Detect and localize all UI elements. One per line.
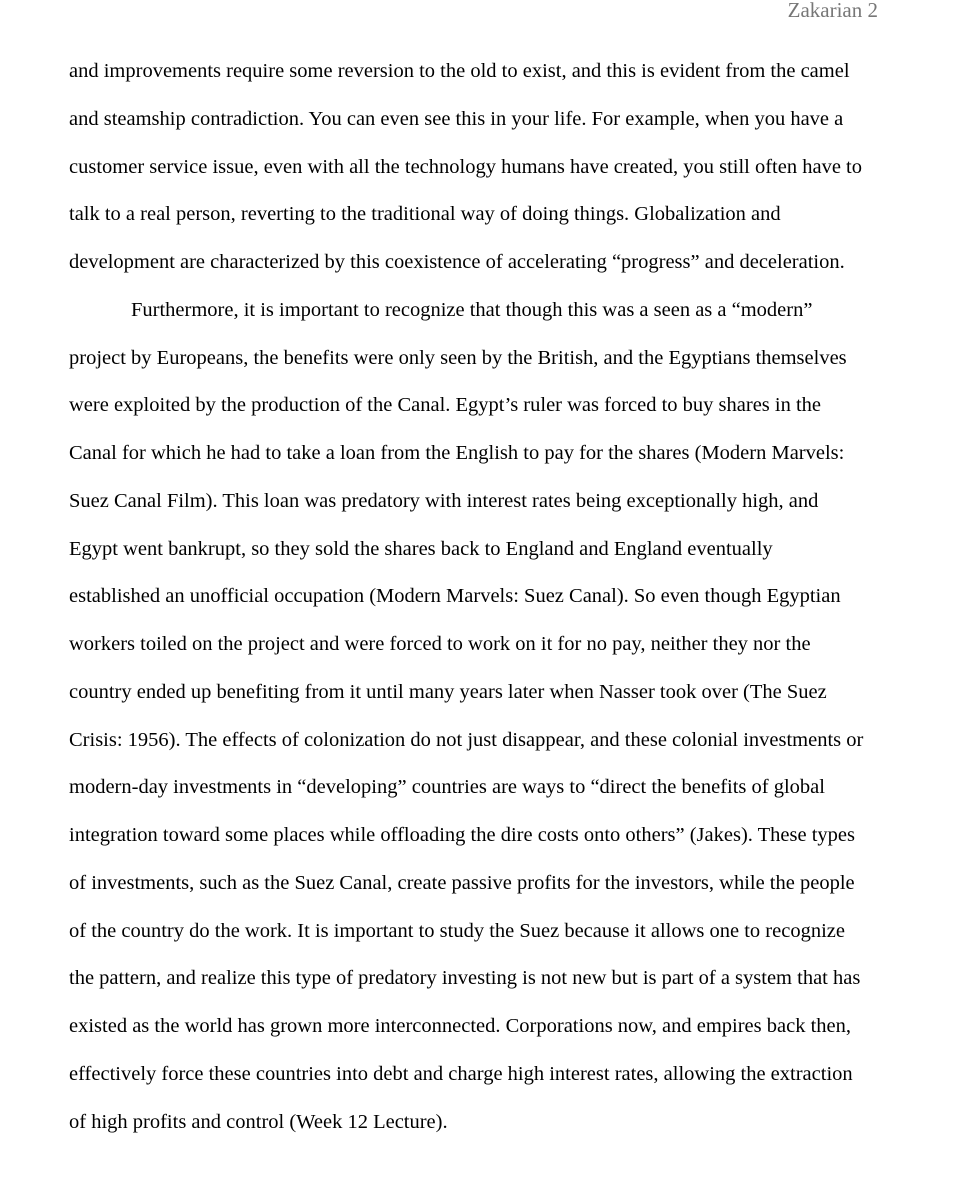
text-line: of the country do the work. It is important to study the Suez because it allows one to recognize [69, 919, 845, 942]
text-line: of high profits and control (Week 12 Lecture). [69, 1110, 448, 1133]
text-line: country ended up benefiting from it until many years later when Nasser took over (The Suez [69, 680, 827, 703]
text-line: established an unofficial occupation (Modern Marvels: Suez Canal). So even though Egyptian [69, 585, 841, 608]
body-text [69, 48, 899, 1146]
text-line: and steamship contradiction. You can even see this in your life. For example, when you have a [69, 107, 844, 130]
text-line: were exploited by the production of the Canal. Egypt’s ruler was forced to buy shares in the [69, 394, 822, 417]
text-line: project by Europeans, the benefits were only seen by the British, and the Egyptians themselves [69, 346, 847, 369]
text-line: integration toward some places while offloading the dire costs onto others” (Jakes). These types [69, 824, 856, 846]
text-line: Crisis: 1956). The effects of colonization do not just disappear, and these colonial investments or [69, 728, 864, 751]
text-line: modern-day investments in “developing” countries are ways to “direct the benefits of global [69, 776, 825, 799]
paragraph-first-line: Furthermore, it is important to recognize that though this was a seen as a “modern” [131, 298, 813, 321]
text-line: Canal for which he had to take a loan from the English to pay for the shares (Modern Marvels: [69, 442, 845, 464]
text-line: talk to a real person, reverting to the traditional way of doing things. Globalization and [69, 203, 781, 226]
text-line: development are characterized by this coexistence of accelerating “progress” and deceleration. [69, 251, 845, 273]
text-line: Egypt went bankrupt, so they sold the shares back to England and England eventually [69, 537, 773, 560]
text-line: effectively force these countries into debt and charge high interest rates, allowing the extraction [69, 1062, 853, 1085]
text-line: workers toiled on the project and were forced to work on it for no pay, neither they nor the [69, 633, 811, 655]
text-line: and improvements require some reversion to the old to exist, and this is evident from the camel [69, 60, 850, 82]
text-line: Suez Canal Film). This loan was predatory with interest rates being exceptionally high, and [69, 489, 819, 512]
text-line: the pattern, and realize this type of predatory investing is not new but is part of a system that has [69, 967, 861, 990]
running-head: Zakarian 2 [787, 0, 878, 22]
text-line: of investments, such as the Suez Canal, create passive profits for the investors, while the people [69, 871, 855, 894]
text-line: existed as the world has grown more interconnected. Corporations now, and empires back then, [69, 1015, 852, 1037]
text-line: customer service issue, even with all the technology humans have created, you still often have to [69, 155, 862, 178]
